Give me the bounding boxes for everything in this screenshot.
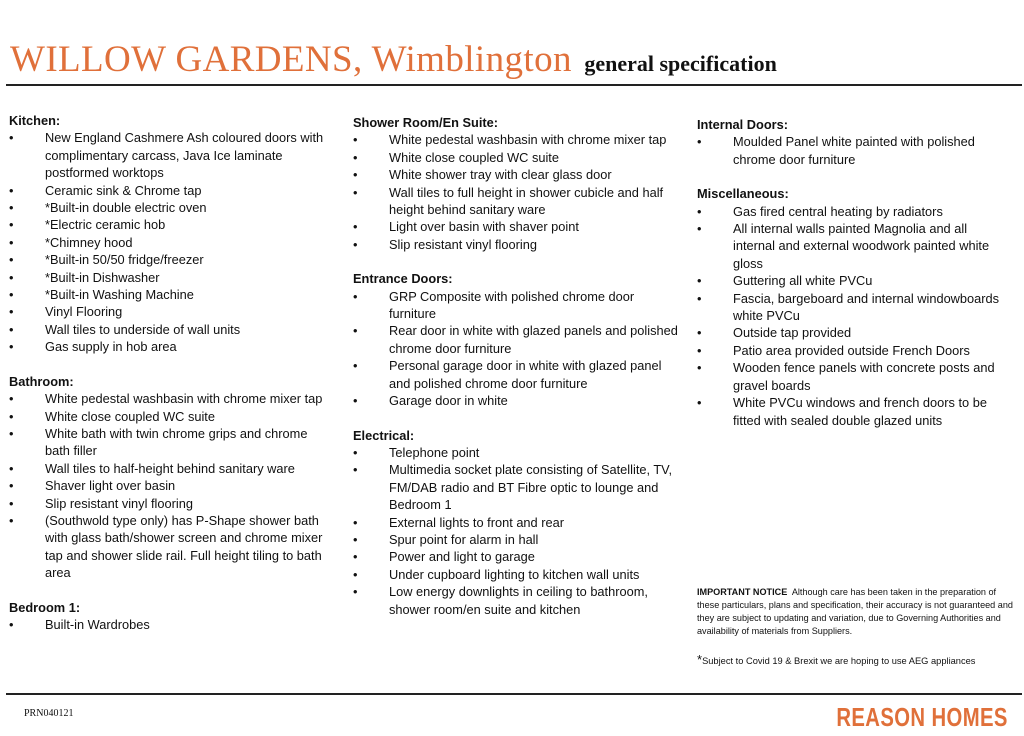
- section-heading: Entrance Doors:: [353, 271, 453, 287]
- bottom-divider: [6, 693, 1022, 695]
- notice-label: IMPORTANT NOTICE: [697, 587, 788, 597]
- spec-item: • Slip resistant vinyl flooring: [9, 495, 335, 512]
- section-heading: Internal Doors:: [697, 117, 789, 132]
- spec-item: • *Built-in Dishwasher: [9, 269, 335, 286]
- spec-section: [353, 427, 683, 618]
- spec-item: • Guttering all white PVCu: [697, 272, 1012, 289]
- spec-item: • Rear door in white with glazed panels and polished chrome door furniture: [353, 322, 683, 357]
- spec-item: • Fascia, bargeboard and internal windowboards white PVCu: [697, 290, 1012, 325]
- spec-item: • Slip resistant vinyl flooring: [353, 236, 683, 253]
- spec-list: [9, 390, 335, 581]
- page-title: WILLOW GARDENS, Wimblington: [10, 39, 572, 80]
- spec-item: • Patio area provided outside French Doors: [697, 342, 1012, 359]
- spec-item: • *Built-in Washing Machine: [9, 286, 335, 303]
- spec-item: • Multimedia socket plate consisting of Satellite, TV, FM/DAB radio and BT Fibre optic to lounge and Bedroom 1: [353, 461, 683, 513]
- spec-item: • Spur point for alarm in hall: [353, 531, 683, 548]
- footnote-text: Subject to Covid 19 & Brexit we are hoping to use AEG appliances: [702, 656, 976, 666]
- spec-list: [353, 288, 683, 410]
- spec-item: • White close coupled WC suite: [353, 149, 683, 166]
- spec-column-1: [9, 112, 335, 650]
- spec-item: • Shaver light over basin: [9, 477, 335, 494]
- spec-item: • Wall tiles to half-height behind sanitary ware: [9, 460, 335, 477]
- section-heading: Electrical:: [353, 427, 415, 443]
- spec-item: • White PVCu windows and french doors to be fitted with sealed double glazed units: [697, 394, 1012, 429]
- document-header: [10, 38, 777, 81]
- spec-column-2: [353, 114, 683, 635]
- appliance-footnote: [697, 652, 1017, 667]
- spec-item: • Moulded Panel white painted with polished chrome door furniture: [697, 133, 1012, 168]
- spec-item: • External lights to front and rear: [353, 514, 683, 531]
- spec-item: • White bath with twin chrome grips and chrome bath filler: [9, 425, 335, 460]
- spec-section: [353, 114, 683, 253]
- spec-item: • Light over basin with shaver point: [353, 218, 683, 235]
- footnote-asterisk: *: [697, 652, 703, 667]
- document-code: PRN040121: [24, 708, 74, 719]
- spec-item: • All internal walls painted Magnolia and all internal and external woodwork painted white gloss: [697, 220, 1012, 272]
- spec-item: • Telephone point: [353, 444, 683, 461]
- spec-list: [9, 616, 335, 633]
- spec-item: • Personal garage door in white with glazed panel and polished chrome door furniture: [353, 357, 683, 392]
- spec-item: • New England Cashmere Ash coloured doors with complimentary carcass, Java Ice laminate postformed worktops: [9, 129, 335, 181]
- spec-list: [9, 129, 335, 355]
- section-heading: Miscellaneous:: [697, 186, 789, 202]
- spec-column-3: [697, 116, 1012, 446]
- spec-item: • Under cupboard lighting to kitchen wall units: [353, 566, 683, 583]
- spec-section: [353, 270, 683, 409]
- spec-section: [9, 599, 335, 634]
- spec-list: [353, 444, 683, 618]
- spec-item: • Gas fired central heating by radiators: [697, 203, 1012, 220]
- section-heading: Bedroom 1:: [9, 599, 81, 615]
- spec-item: • White pedestal washbasin with chrome mixer tap: [9, 390, 335, 407]
- spec-item: • Low energy downlights in ceiling to bathroom, shower room/en suite and kitchen: [353, 583, 683, 618]
- spec-section: [697, 185, 1012, 429]
- spec-item: • *Chimney hood: [9, 234, 335, 251]
- spec-item: • White close coupled WC suite: [9, 408, 335, 425]
- spec-item: • Power and light to garage: [353, 548, 683, 565]
- spec-item: • Wooden fence panels with concrete posts and gravel boards: [697, 359, 1012, 394]
- spec-list: [353, 131, 683, 253]
- spec-item: • (Southwold type only) has P-Shape shower bath with glass bath/shower screen and chrome mixer tap and shower slide rail. Full height tiling to bath area: [9, 512, 335, 582]
- spec-section: [9, 112, 335, 356]
- page-subtitle: general specification: [584, 51, 777, 76]
- section-heading: Bathroom:: [9, 373, 74, 389]
- spec-list: [697, 133, 1012, 168]
- spec-section: [9, 373, 335, 582]
- spec-item: • Vinyl Flooring: [9, 303, 335, 320]
- spec-item: • *Built-in 50/50 fridge/freezer: [9, 251, 335, 268]
- spec-item: • GRP Composite with polished chrome door furniture: [353, 288, 683, 323]
- spec-item: • Built-in Wardrobes: [9, 616, 335, 633]
- section-heading: Kitchen:: [9, 113, 61, 128]
- spec-item: • Gas supply in hob area: [9, 338, 335, 355]
- spec-item: • Outside tap provided: [697, 324, 1012, 341]
- spec-item: • Ceramic sink & Chrome tap: [9, 182, 335, 199]
- spec-item: • White shower tray with clear glass door: [353, 166, 683, 183]
- section-heading: Shower Room/En Suite:: [353, 115, 499, 130]
- spec-item: • Wall tiles to full height in shower cubicle and half height behind sanitary ware: [353, 184, 683, 219]
- spec-item: • Garage door in white: [353, 392, 683, 409]
- brand-logo: REASON HOMES: [836, 702, 1008, 732]
- spec-item: • *Electric ceramic hob: [9, 216, 335, 233]
- important-notice: [697, 586, 1013, 638]
- spec-section: [697, 116, 1012, 168]
- top-divider: [6, 84, 1022, 86]
- spec-list: [697, 203, 1012, 429]
- spec-item: • *Built-in double electric oven: [9, 199, 335, 216]
- notice-text: Although care has been taken in the preparation of these particulars, plans and specification, their accuracy is not guaranteed and they are subject to updating and variation, due to Governing Authorities and availability of materials from Suppliers.: [697, 587, 1013, 636]
- spec-item: • Wall tiles to underside of wall units: [9, 321, 335, 338]
- spec-item: • White pedestal washbasin with chrome mixer tap: [353, 131, 683, 148]
